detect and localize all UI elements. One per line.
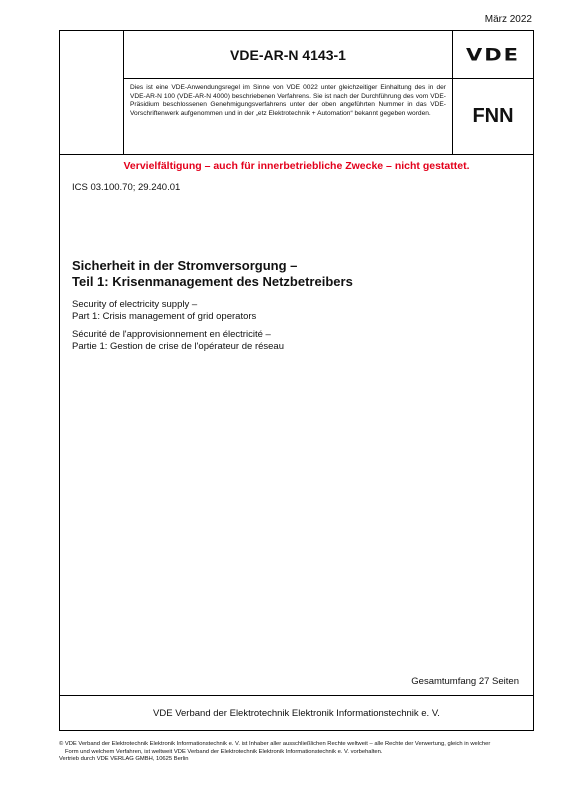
title-french-line1: Sécurité de l'approvisionnement en électricité –: [72, 329, 271, 340]
copyright-line-1: © VDE Verband der Elektrotechnik Elektronik Informationstechnik e. V. ist Inhaber aller ausschließlichen Rechte weltweit – alle Rechte der Verwertung, gleich in welcher: [59, 741, 491, 747]
cover-frame: [59, 30, 534, 731]
title-french-line2: Partie 1: Gestion de crise de l'opérateur de réseau: [72, 341, 284, 352]
title-german-line1: Sicherheit in der Stromversorgung –: [72, 258, 298, 273]
publisher: VDE Verband der Elektrotechnik Elektronik Informationstechnik e. V.: [153, 708, 440, 719]
title-english-line1: Security of electricity supply –: [72, 299, 198, 310]
ics-code: ICS 03.100.70; 29.240.01: [72, 182, 181, 193]
document-number: VDE-AR-N 4143-1: [124, 31, 453, 79]
copyright-footer: [59, 741, 534, 764]
vde-logo: [453, 31, 533, 79]
publication-date: März 2022: [484, 14, 532, 25]
header-divider: [60, 154, 533, 155]
header-left-cell: [60, 31, 124, 154]
copyright-line-2: Form und welchem Verfahren, ist weltweit VDE Verband der Elektrotechnik Elektronik Informationstechnik e. V. vorbehalten.: [65, 748, 383, 755]
standard-description: Dies ist eine VDE-Anwendungsregel im Sinne von VDE 0022 unter gleichzeitiger Einhaltung des in der VDE-AR-N 100 (VDE-AR-N 4000) beschriebenen Verfahrens. Sie ist nach der Durchführung des vom VDE-Präsidium beschlossenen Genehmigungsverfahrens unter der oben angeführten Nummer in das VDE-Vorschriftenwerk aufgenommen und in der „etz Elektrotechnik + Automation“ bekannt gegeben worden.: [124, 79, 453, 154]
title-german-line2: Teil 1: Krisenmanagement des Netzbetreibers: [72, 274, 353, 289]
total-pages: Gesamtumfang 27 Seiten: [411, 676, 519, 687]
fnn-label: FNN: [472, 105, 514, 127]
vde-logo-text: VDE: [465, 44, 521, 65]
distribution-line: Vertrieb durch VDE VERLAG GMBH, 10625 Berlin: [59, 756, 189, 763]
publisher-divider: [60, 695, 533, 696]
title-english-line2: Part 1: Crisis management of grid operators: [72, 311, 257, 322]
copy-warning: Vervielfältigung – auch für innerbetriebliche Zwecke – nicht gestattet.: [123, 160, 470, 172]
